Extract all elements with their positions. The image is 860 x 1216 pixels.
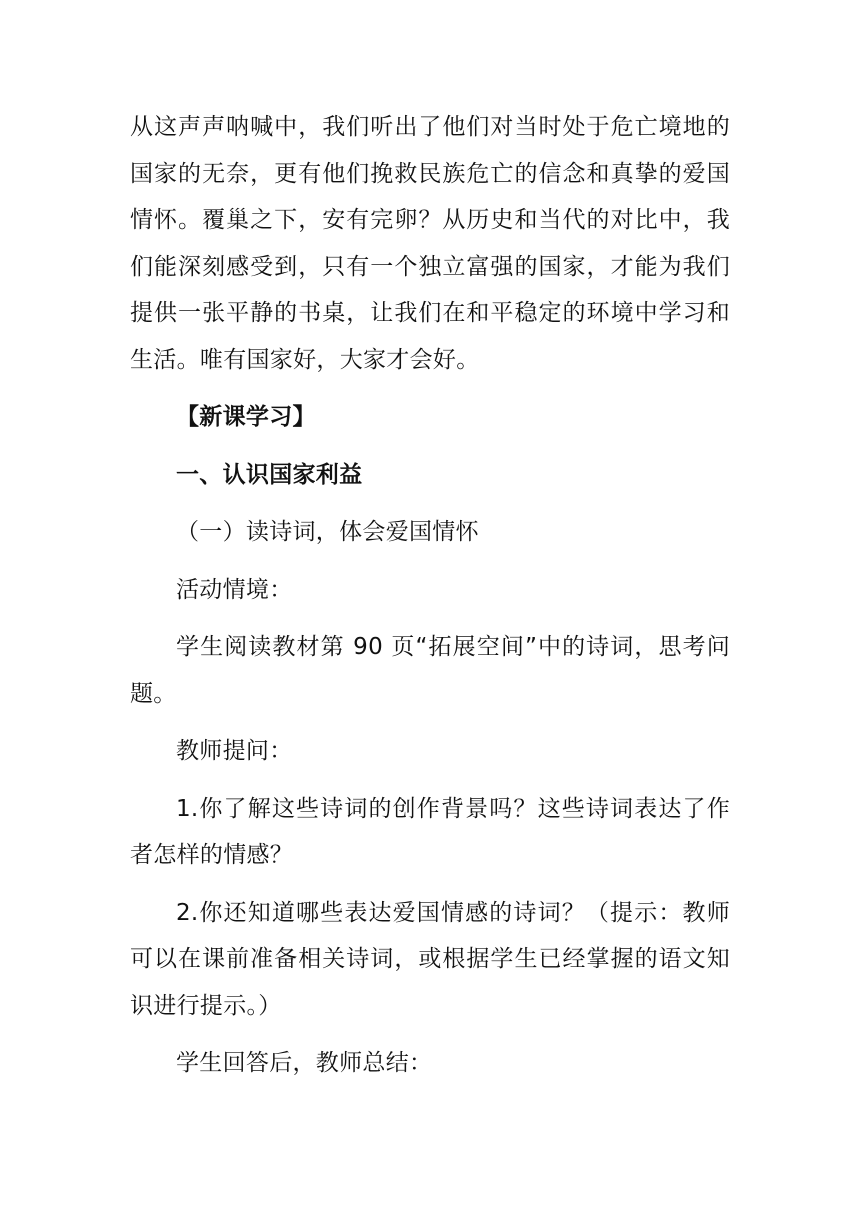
paragraph-student-reading: 学生阅读教材第 90 页“拓展空间”中的诗词，思考问题。 bbox=[130, 634, 730, 707]
subheading-read-poems: （一）读诗词，体会爱国情怀 bbox=[176, 519, 479, 545]
heading-understand-national-interest: 一、认识国家利益 bbox=[176, 461, 363, 488]
question-1: 1.你了解这些诗词的创作背景吗？这些诗词表达了作者怎样的情感？ bbox=[130, 795, 730, 868]
label-teacher-summary: 学生回答后，教师总结： bbox=[176, 1050, 433, 1076]
section-heading-new-lesson: 【新课学习】 bbox=[176, 404, 316, 430]
label-teacher-question: 教师提问： bbox=[176, 738, 293, 764]
document-body bbox=[130, 104, 730, 1098]
paragraph-intro: 从这声声呐喊中，我们听出了他们对当时处于危亡境地的国家的无奈，更有他们挽救民族危亡的信念和真挚的爱国情怀。覆巢之下，安有完卵？从历史和当代的对比中，我们能深刻感受到，只有一个独立富强的国家，才能为我们提供一张平静的书桌，让我们在和平稳定的环境中学习和生活。唯有国家好，大家才会好。 bbox=[130, 114, 730, 373]
label-activity-scenario: 活动情境： bbox=[176, 576, 293, 603]
question-2: 2.你还知道哪些表达爱国情感的诗词？（提示：教师可以在课前准备相关诗词，或根据学生已经掌握的语文知识进行提示。） bbox=[130, 899, 730, 1019]
